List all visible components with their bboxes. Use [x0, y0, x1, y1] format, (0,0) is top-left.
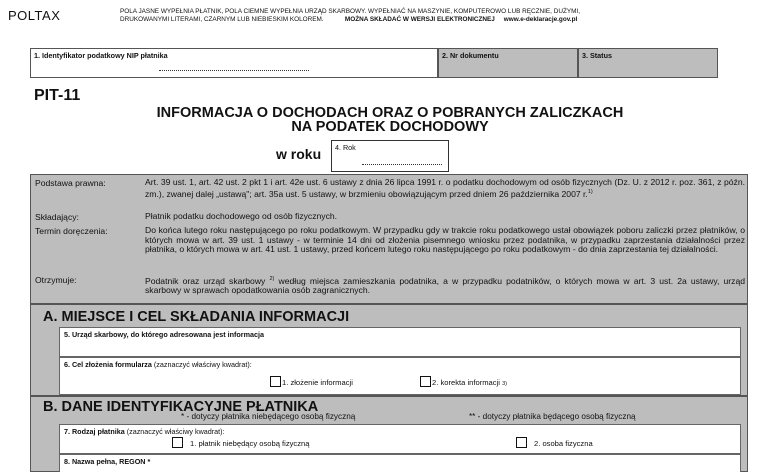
status-label: 3. Status: [582, 51, 612, 60]
nip-field[interactable]: [30, 48, 438, 78]
note-line-2-text: DRUKOWANYMI LITERAMI, CZARNYM LUB NIEBIESKIM KOLOREM.: [120, 16, 324, 23]
nip-label: 1. Identyfikator podatkowy NIP płatnika: [34, 51, 168, 60]
option-entity-label: 1. płatnik niebędący osobą fizyczną: [190, 439, 310, 448]
recipient-text-b: według miejsca zamieszkania podatnika, a w przypadku podatników, o których mowa w art. 3 ust. 2a ustawy, urząd skarbowy w sprawach opodatkowania osób zagranicznych.: [145, 275, 746, 296]
tax-office-field[interactable]: [59, 327, 741, 357]
year-label: 4. Rok: [335, 143, 356, 152]
option-submit-label: 1. złożenie informacji: [282, 378, 353, 387]
checkbox-submit[interactable]: [270, 376, 281, 387]
status-field: [578, 48, 718, 78]
full-name-label: 8. Nazwa pełna, REGON *: [64, 457, 151, 466]
year-prefix: w roku: [276, 146, 322, 162]
instructions-note: [120, 8, 760, 24]
section-b: [30, 396, 748, 472]
form-title-line-2: NA PODATEK DOCHODOWY: [291, 119, 489, 135]
submitter-label: Składający:: [35, 212, 79, 222]
checkbox-entity[interactable]: [172, 437, 183, 448]
form-title: [120, 106, 660, 134]
section-a: [30, 304, 748, 396]
section-a-heading: A. MIEJSCE I CEL SKŁADANIA INFORMACJI: [43, 309, 350, 325]
correction-footnote: 3): [502, 381, 507, 387]
poltax-logo: POLTAX: [8, 8, 61, 23]
purpose-option-submit[interactable]: [270, 376, 353, 387]
payer-type-label: 7. Rodzaj płatnika (zaznaczyć właściwy kwadrat):: [64, 427, 225, 436]
legal-basis-body: Art. 39 ust. 1, art. 42 ust. 2 pkt 1 i art. 42e ust. 6 ustawy z dnia 26 lipca 1991 r. o podatku dochodowym od osób fizycznych (Dz. U. z 2012 r. poz. 361, z późn. zm.), zwanej dalej „ustawą"; art. 35a ust. 5 ustawy, w brzmieniu obowiązującym przed dniem 26 października 2007 r.: [145, 177, 745, 199]
payer-type-option-person[interactable]: [516, 437, 593, 448]
recipient-text-a: Podatnik oraz urząd skarbowy: [145, 275, 266, 286]
purpose-option-correction[interactable]: [420, 376, 507, 387]
electronic-note: MOŻNA SKŁADAĆ W WERSJI ELEKTRONICZNEJ: [344, 16, 495, 23]
option-correction-label: 2. korekta informacji: [432, 378, 500, 387]
form-code: PIT-11: [34, 87, 81, 104]
checkbox-correction[interactable]: [420, 376, 431, 387]
checkbox-person[interactable]: [516, 437, 527, 448]
purpose-field: [59, 357, 741, 395]
payer-type-option-entity[interactable]: [172, 437, 309, 448]
payer-type-field: [59, 424, 741, 454]
form-title-line-1: INFORMACJA O DOCHODACH ORAZ O POBRANYCH ZALICZKACH: [156, 105, 624, 121]
recipient-label: Otrzymuje:: [35, 275, 77, 285]
website-link[interactable]: www.e-deklaracje.gov.pl: [503, 16, 578, 23]
note-line-2: [120, 16, 760, 24]
tax-office-label: 5. Urząd skarbowy, do którego adresowana jest informacja: [64, 330, 264, 339]
legal-basis-label: Podstawa prawna:: [35, 178, 106, 188]
section-b-note-1: * - dotyczy płatnika niebędącego osobą fizyczną: [181, 412, 356, 421]
purpose-label: 6. Cel złożenia formularza (zaznaczyć właściwy kwadrat):: [64, 360, 252, 369]
full-name-field[interactable]: [59, 454, 741, 472]
section-b-note-2: ** - dotyczy płatnika będącego osobą fizyczną: [469, 412, 636, 421]
document-number-field: [438, 48, 578, 78]
recipient-footnote: 2): [269, 276, 275, 282]
section-b-heading: B. DANE IDENTYFIKACYJNE PŁATNIKA: [43, 399, 319, 415]
year-field[interactable]: [331, 140, 449, 172]
recipient-text: [145, 275, 745, 296]
note-line-1: POLA JASNE WYPEŁNIA PŁATNIK, POLA CIEMNE WYPEŁNIA URZĄD SKARBOWY. WYPEŁNIAĆ NA MASZYNIE, KOMPUTEROWO LUB RĘCZNIE, DUŻYMI,: [120, 8, 580, 15]
year-dotted-line: [362, 161, 442, 165]
submitter-text: Płatnik podatku dochodowego od osób fizycznych.: [145, 211, 338, 221]
legal-info-block: [30, 174, 748, 304]
document-number-label: 2. Nr dokumentu: [442, 51, 499, 60]
legal-basis-footnote: 1): [587, 188, 593, 195]
option-person-label: 2. osoba fizyczna: [534, 439, 593, 448]
deadline-label: Termin doręczenia:: [35, 226, 108, 236]
legal-basis-text: [145, 178, 745, 199]
nip-dotted-line: [159, 67, 309, 71]
deadline-text: Do końca lutego roku następującego po roku podatkowym. W przypadku gdy w trakcie roku podatkowego ustał obowiązek poboru zaliczki przez płatników, o których mowa w art. 39 ust. 1 ustawy - w terminie 14 dni od złożenia pisemnego wniosku przez podatnika, w przypadku zaprzestania działalności przez płatnika, o których mowa w art. 41 ust. 1 ustawy, przed końcem lutego roku następującego po roku podatkowym - do dnia zaprzestania tej działalności.: [145, 225, 745, 255]
